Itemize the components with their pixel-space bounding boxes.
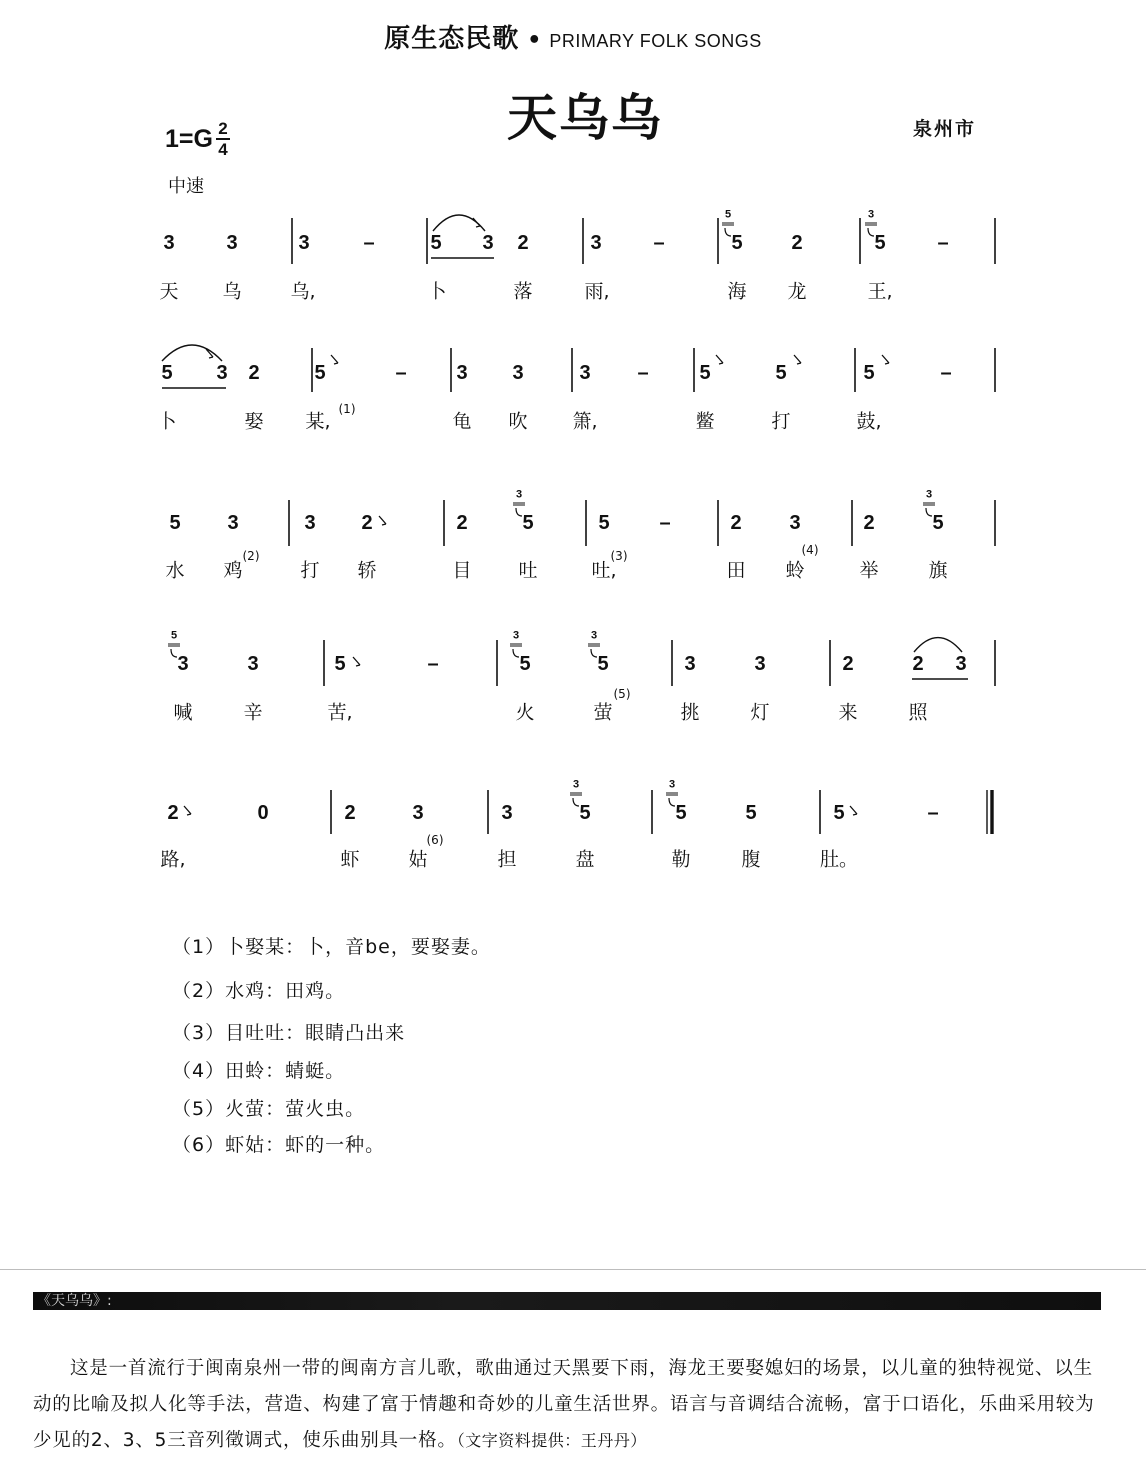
lyric-syllable: 鼓, — [856, 410, 882, 433]
lyric-syllable: 乌 — [222, 280, 242, 303]
grace-note: 3 — [590, 629, 598, 642]
note-dash: – — [363, 232, 375, 254]
lyric-syllable: 打 — [300, 559, 320, 582]
lyric-syllable: 卜 — [157, 410, 177, 433]
footnote-1: （1）卜娶某：卜，音be，要娶妻。 — [172, 936, 491, 958]
lyric-syllable: 旗 — [928, 559, 948, 582]
note: 5 — [775, 362, 787, 384]
header-title-en: PRIMARY FOLK SONGS — [549, 31, 762, 51]
note: 5 — [833, 802, 845, 824]
lyric-syllable: 蛉 — [785, 559, 805, 582]
note-dash: – — [940, 362, 952, 384]
lyric-syllable: 雨, — [584, 280, 610, 303]
breath-arrow — [716, 355, 723, 364]
note: 5 — [675, 802, 687, 824]
header-title-cn: 原生态民歌 — [384, 24, 520, 54]
note: 3 — [456, 362, 468, 384]
lyric-syllable: 鸡 — [223, 559, 243, 582]
note: 3 — [590, 232, 602, 254]
note: 3 — [412, 802, 424, 824]
grace-note: 5 — [724, 208, 732, 221]
breath-arrow — [473, 218, 480, 227]
breath-arrow — [184, 806, 191, 815]
note: 2 — [361, 512, 373, 534]
note: 3 — [216, 362, 228, 384]
note: 2 — [167, 802, 179, 824]
note-dash: – — [653, 232, 665, 254]
footnote-2: （2）水鸡：田鸡。 — [172, 980, 346, 1002]
song-region: 泉州市 — [913, 118, 977, 140]
grace-hook — [171, 649, 177, 657]
breath-arrow — [850, 806, 857, 815]
commentary-text-block — [33, 1351, 1103, 1459]
lyric-syllable: 挑 — [680, 701, 700, 724]
lyric-syllable: 龙 — [787, 280, 807, 303]
lyric-syllable: 来 — [838, 701, 858, 724]
meter-top: 2 — [218, 119, 228, 138]
lyric-syllable: 火 — [515, 701, 535, 724]
note: 3 — [304, 512, 316, 534]
note: 5 — [161, 362, 173, 384]
note: 2 — [791, 232, 803, 254]
grace-note: 3 — [867, 208, 875, 221]
note: 3 — [247, 653, 259, 675]
footnote-4: （4）田蛉：蜻蜓。 — [172, 1060, 346, 1082]
note: 3 — [684, 653, 696, 675]
lyric-syllable: 灯 — [750, 701, 770, 724]
note: 0 — [257, 802, 269, 824]
grace-note: 3 — [572, 778, 580, 791]
footnote-marker: (5) — [613, 687, 631, 701]
lyric-syllable: 姑 — [408, 848, 428, 871]
lyric-syllable: 落 — [513, 280, 533, 303]
grace-hook — [516, 508, 522, 516]
note-dash: – — [637, 362, 649, 384]
lyric-syllable: 路, — [160, 848, 186, 871]
note: 5 — [863, 362, 875, 384]
grace-note: 5 — [170, 629, 178, 642]
slur-arc — [914, 638, 962, 652]
lyric-syllable: 箫, — [572, 410, 598, 433]
footnote-marker: (6) — [426, 833, 444, 847]
lyric-syllable: 辛 — [243, 701, 263, 724]
note: 3 — [226, 232, 238, 254]
note: 5 — [731, 232, 743, 254]
footnote-5: （5）火萤：萤火虫。 — [172, 1098, 366, 1120]
note: 2 — [842, 653, 854, 675]
lyric-syllable: 喊 — [173, 701, 193, 724]
grace-note: 3 — [515, 488, 523, 501]
section-divider — [0, 1269, 1146, 1270]
song-title: 天乌乌 — [507, 89, 663, 147]
key-label: 1=G — [165, 124, 213, 153]
footnote-marker: (4) — [801, 543, 819, 557]
note: 5 — [874, 232, 886, 254]
breath-arrow — [379, 516, 386, 525]
note: 2 — [517, 232, 529, 254]
footnote-marker: (1) — [338, 402, 356, 416]
lyric-syllable: 轿 — [357, 559, 377, 582]
lyric-syllable: 水 — [165, 559, 185, 582]
footnote-3: （3）目吐吐：眼睛凸出来 — [172, 1022, 406, 1044]
note-dash: – — [659, 512, 671, 534]
note: 3 — [298, 232, 310, 254]
note: 2 — [248, 362, 260, 384]
note: 3 — [754, 653, 766, 675]
lyric-syllable: 吐 — [518, 559, 538, 582]
commentary-text: 这是一首流行于闽南泉州一带的闽南方言儿歌，歌曲通过天黑要下雨，海龙王要娶媳妇的场景，以儿童的独特视觉、以生动的比喻及拟人化等手法，营造、构建了富于情趣和奇妙的儿童生活世界。语言与音调结合流畅，富于口语化，乐曲采用较为少见的2、3、5三音列徵调式，使乐曲别具一格。 — [33, 1358, 1095, 1451]
footnote-6: （6）虾姑：虾的一种。 — [172, 1134, 386, 1156]
meter-bottom: 4 — [218, 140, 228, 159]
footnote-marker: (3) — [610, 549, 628, 563]
lyric-syllable: 天 — [159, 280, 179, 303]
lyric-syllable: 打 — [771, 410, 791, 433]
lyric-syllable: 卜 — [427, 280, 447, 303]
note-dash: – — [427, 653, 439, 675]
lyric-syllable: 田 — [726, 559, 746, 582]
breath-arrow — [353, 657, 360, 666]
lyric-syllable: 担 — [497, 848, 517, 871]
note: 5 — [314, 362, 326, 384]
grace-hook — [591, 649, 597, 657]
slur-arc — [162, 345, 222, 361]
lyric-syllable: 吐, — [591, 559, 617, 582]
note: 5 — [169, 512, 181, 534]
note: 5 — [745, 802, 757, 824]
commentary-banner — [33, 1292, 1101, 1310]
lyric-syllable: 肚。 — [819, 848, 859, 871]
grace-note: 3 — [668, 778, 676, 791]
grace-hook — [573, 798, 579, 806]
note: 2 — [730, 512, 742, 534]
lyric-syllable: 鳖 — [695, 410, 715, 433]
note: 3 — [501, 802, 513, 824]
lyric-syllable: 目 — [452, 559, 472, 582]
note: 3 — [177, 653, 189, 675]
lyric-syllable: 盘 — [575, 848, 595, 871]
grace-hook — [868, 228, 874, 236]
lyric-syllable: 苦, — [327, 701, 353, 724]
lyric-syllable: 某, — [305, 410, 331, 433]
note: 5 — [579, 802, 591, 824]
note-dash: – — [927, 802, 939, 824]
note: 5 — [597, 653, 609, 675]
lyric-syllable: 娶 — [244, 410, 264, 433]
note: 2 — [456, 512, 468, 534]
breath-arrow — [882, 355, 889, 364]
lyric-syllable: 虾 — [340, 848, 360, 871]
breath-arrow — [794, 355, 801, 364]
note: 3 — [163, 232, 175, 254]
tempo-marking: 中速 — [168, 176, 204, 197]
commentary-label: 《天乌乌》: — [37, 1293, 112, 1309]
lyric-syllable: 吹 — [508, 410, 528, 433]
lyric-syllable: 海 — [727, 280, 747, 303]
grace-hook — [725, 228, 731, 236]
note: 2 — [863, 512, 875, 534]
note: 5 — [430, 232, 442, 254]
grace-note: 3 — [512, 629, 520, 642]
lyric-syllable: 举 — [859, 559, 879, 582]
grace-hook — [669, 798, 675, 806]
lyric-syllable: 照 — [908, 701, 928, 724]
note-dash: – — [937, 232, 949, 254]
note: 3 — [512, 362, 524, 384]
note: 5 — [334, 653, 346, 675]
note: 3 — [955, 653, 967, 675]
lyric-syllable: 王, — [867, 280, 893, 303]
lyric-syllable: 龟 — [452, 410, 472, 433]
note: 5 — [699, 362, 711, 384]
note: 2 — [912, 653, 924, 675]
breath-arrow — [331, 355, 338, 364]
grace-note: 3 — [925, 488, 933, 501]
footnote-marker: (2) — [242, 549, 260, 563]
commentary-credit: （文字资料提供：王丹丹） — [456, 1431, 647, 1450]
note: 5 — [598, 512, 610, 534]
note: 2 — [344, 802, 356, 824]
note: 5 — [932, 512, 944, 534]
note: 5 — [522, 512, 534, 534]
note: 5 — [519, 653, 531, 675]
lyric-syllable: 勒 — [671, 848, 691, 871]
header-separator: • — [527, 28, 542, 53]
lyric-syllable: 萤 — [593, 701, 613, 724]
note: 3 — [482, 232, 494, 254]
grace-hook — [926, 508, 932, 516]
note-dash: – — [395, 362, 407, 384]
grace-hook — [513, 649, 519, 657]
lyric-syllable: 乌, — [290, 280, 316, 303]
note: 3 — [789, 512, 801, 534]
note: 3 — [579, 362, 591, 384]
lyric-syllable: 腹 — [741, 848, 761, 871]
note: 3 — [227, 512, 239, 534]
